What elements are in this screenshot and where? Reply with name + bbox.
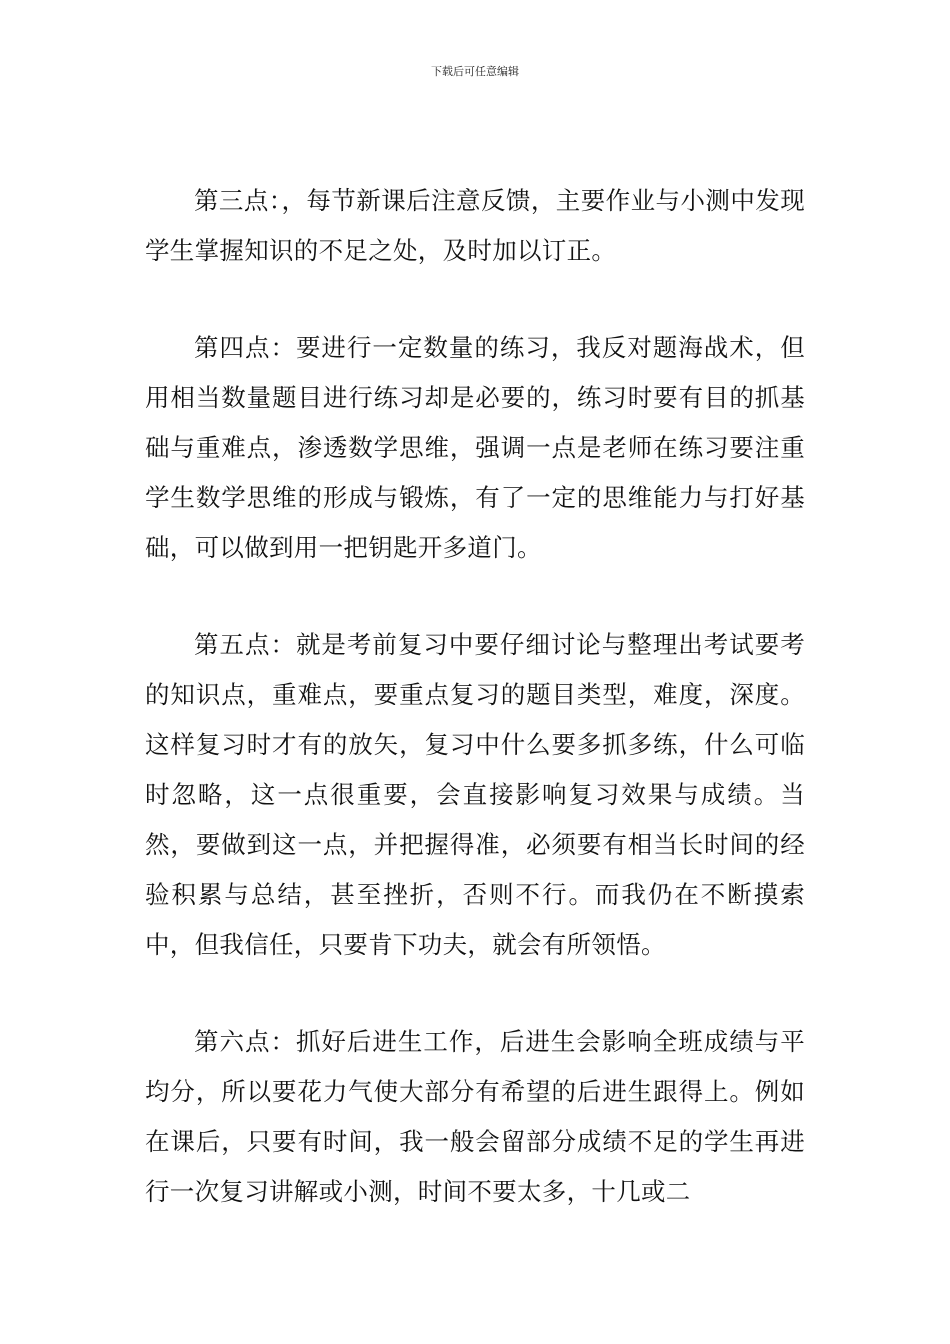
paragraph-point-four: 第四点：要进行一定数量的练习，我反对题海战术，但用相当数量题目进行练习却是必要的，练习时要有目的抓基础与重难点，渗透数学思维，强调一点是老师在练习要注重学生数学思维的形成与锻炼，有了一定的思维能力与打好基础，可以做到用一把钥匙开多道门。 [145, 333, 805, 562]
paragraph-point-five: 第五点：就是考前复习中要仔细讨论与整理出考试要考的知识点，重难点，要重点复习的题目类型，难度，深度。这样复习时才有的放矢，复习中什么要多抓多练，什么可临时忽略，这一点很重要，会直接影响复习效果与成绩。当然，要做到这一点，并把握得准，必须要有相当长时间的经验积累与总结，甚至挫折，否则不行。而我仍在不断摸索中，但我信任，只要肯下功夫，就会有所领悟。 [145, 630, 805, 959]
paragraph-point-three: 第三点：，每节新课后注意反馈，主要作业与小测中发现学生掌握知识的不足之处，及时加以订正。 [145, 186, 805, 265]
paragraph-point-six: 第六点：抓好后进生工作，后进生会影响全班成绩与平均分，所以要花力气使大部分有希望的后进生跟得上。例如在课后，只要有时间，我一般会留部分成绩不足的学生再进行一次复习讲解或小测，时间不要太多，十几或二 [145, 1027, 805, 1206]
page-header: 下载后可任意编辑 [431, 65, 519, 78]
document-body [145, 176, 805, 1217]
